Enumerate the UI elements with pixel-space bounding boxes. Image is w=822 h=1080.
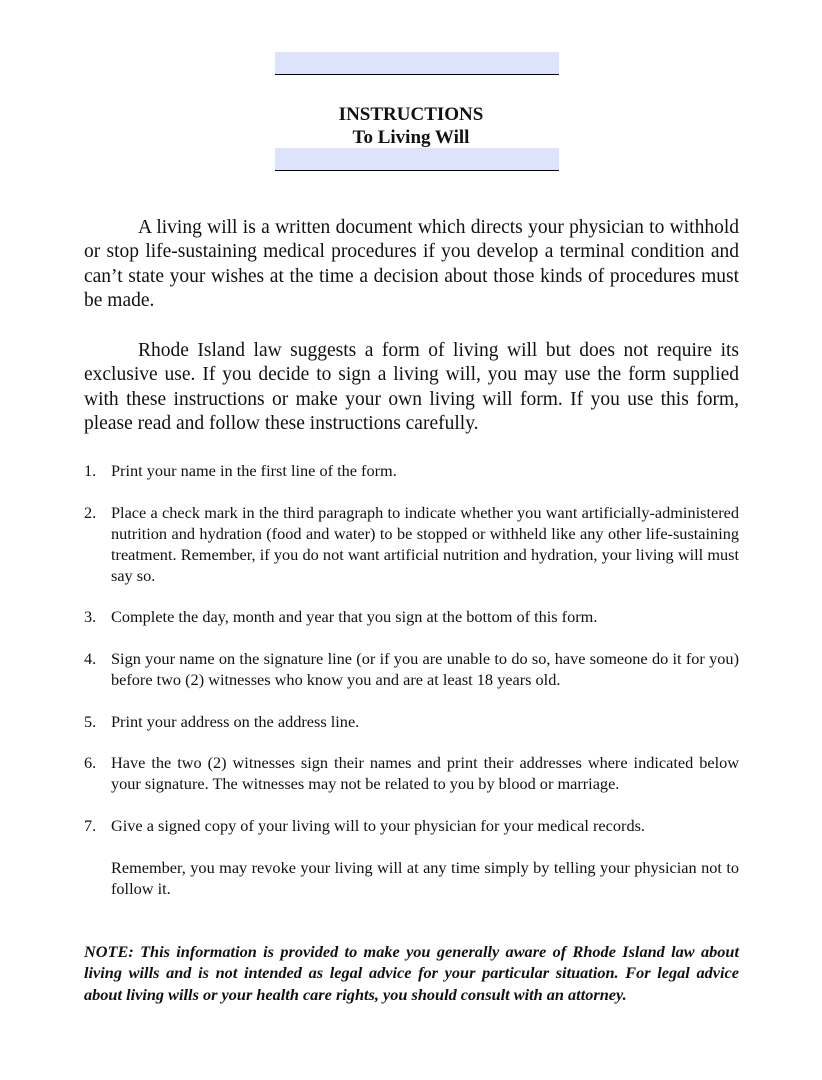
list-item-number: 3. [84, 607, 97, 626]
reminder-item [84, 857, 739, 899]
list-item [84, 752, 739, 794]
list-item-number: 2. [84, 503, 97, 522]
list-item-text: Print your name in the first line of the form. [111, 461, 397, 480]
list-item [84, 648, 739, 690]
list-item-number: 1. [84, 461, 97, 480]
form-field-bottom[interactable] [275, 148, 559, 171]
list-item-text: Give a signed copy of your living will to your physician for your medical records. [111, 816, 645, 835]
intro-paragraph: A living will is a written document which directs your physician to withhold or stop life-sustaining medical procedures if you develop a terminal condition and can’t state your wishes at the time a decision about those kinds of procedures must be made. [84, 217, 739, 311]
law-paragraph: Rhode Island law suggests a form of living will but does not require its exclusive use. If you decide to sign a living will, you may use the form supplied with these instructions or make your own living will form. If you use this form, please read and follow these instructions carefully. [84, 340, 739, 434]
reminder-text: Remember, you may revoke your living will at any time simply by telling your physician not to follow it. [111, 858, 739, 898]
legal-note: NOTE: This information is provided to make you generally aware of Rhode Island law about living wills and is not intended as legal advice for your particular situation. For legal advice about living wills or your health care rights, you should consult with an attorney. [84, 942, 739, 1004]
title-line-1: INSTRUCTIONS [338, 104, 484, 125]
list-item-number: 7. [84, 816, 97, 835]
list-item [84, 502, 739, 586]
list-item [84, 460, 739, 481]
list-item-number: 6. [84, 753, 97, 772]
form-field-top[interactable] [275, 52, 559, 75]
list-item [84, 606, 739, 627]
list-item [84, 815, 739, 836]
list-item-text: Complete the day, month and year that you sign at the bottom of this form. [111, 607, 598, 626]
list-item-text: Place a check mark in the third paragraph to indicate whether you want artificially-administered nutrition and hydration (food and water) to be stopped or withheld like any other life-sustaining treatment. Remember, if you do not want artificial nutrition and hydration, your living will must say so. [111, 503, 739, 585]
title-line-2: To Living Will [352, 127, 470, 148]
list-item-number: 5. [84, 712, 97, 731]
list-item [84, 711, 739, 732]
list-item-text: Have the two (2) witnesses sign their names and print their addresses where indicated below your signature. The witnesses may not be related to you by blood or marriage. [111, 753, 739, 793]
list-item-text: Sign your name on the signature line (or if you are unable to do so, have someone do it for you) before two (2) witnesses who know you and are at least 18 years old. [111, 649, 739, 689]
page-title [0, 103, 822, 149]
list-item-number: 4. [84, 649, 97, 668]
list-item-text: Print your address on the address line. [111, 712, 360, 731]
